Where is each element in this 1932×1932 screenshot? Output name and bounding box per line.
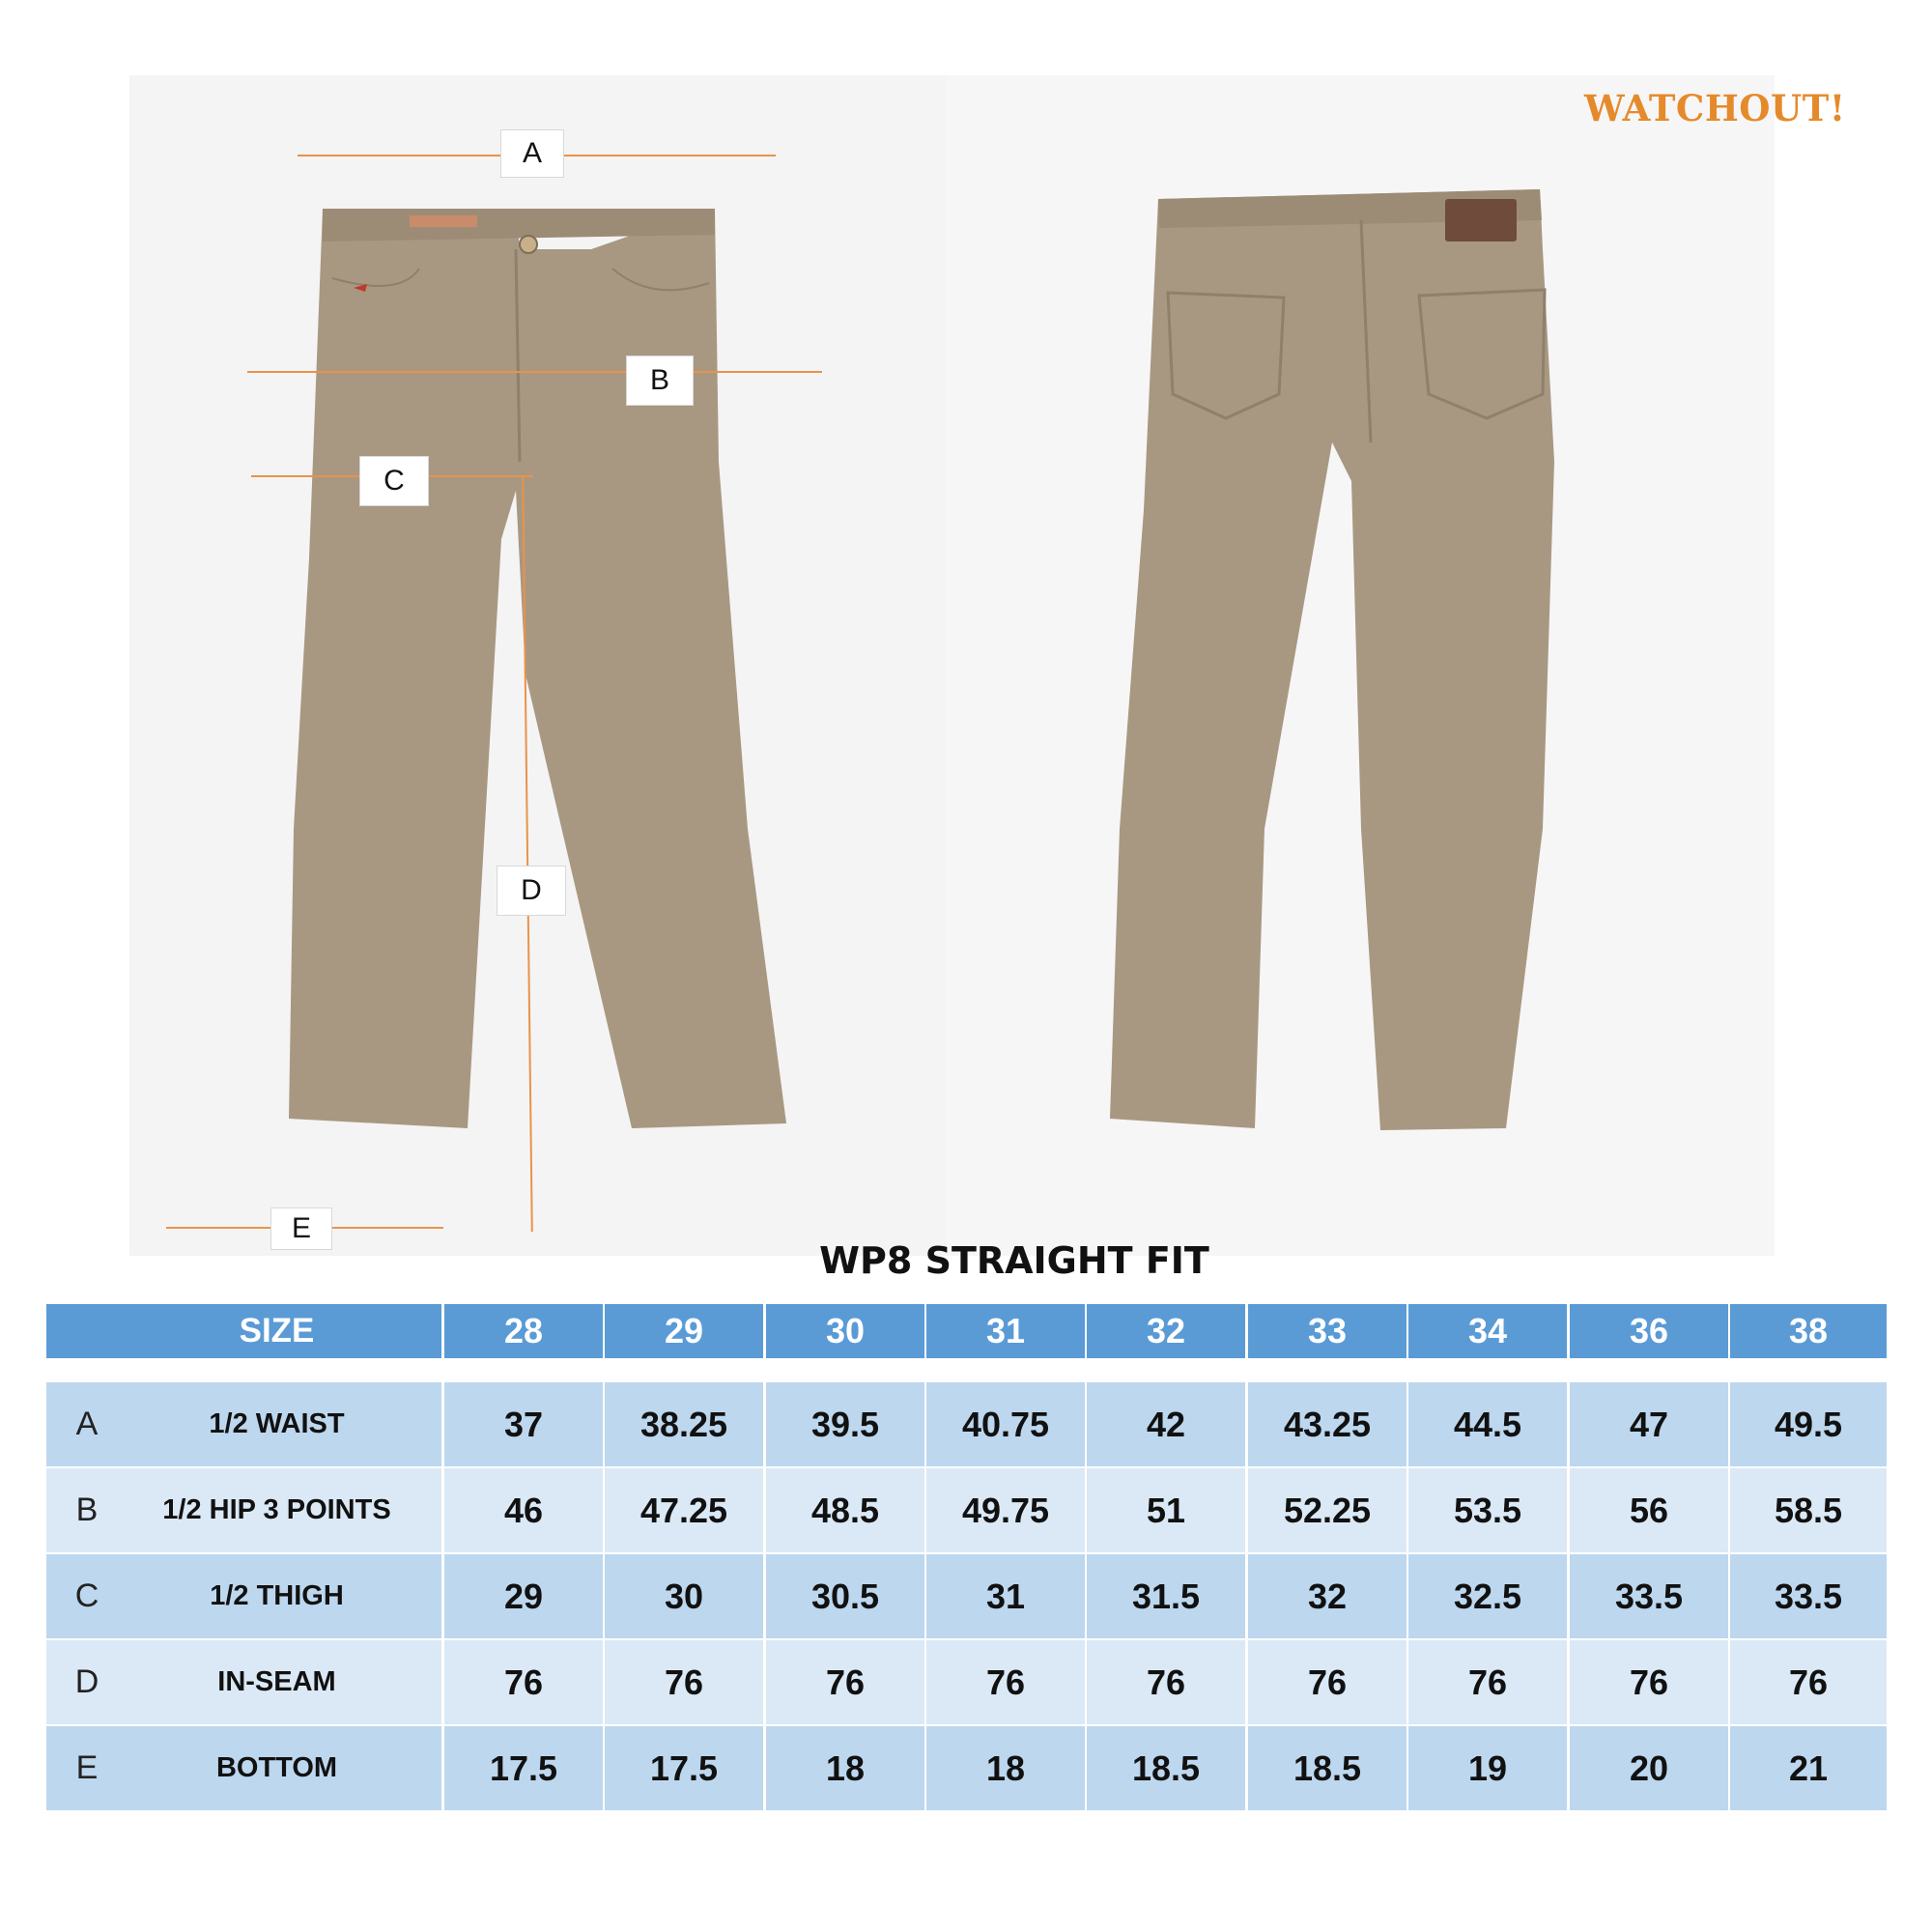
table-cell: 31 bbox=[926, 1554, 1085, 1638]
table-cell: 18 bbox=[926, 1726, 1085, 1810]
header-size-34: 34 bbox=[1408, 1304, 1567, 1358]
table-cell: 37 bbox=[444, 1382, 603, 1466]
row-measurement-name: 1/2 HIP 3 POINTS bbox=[112, 1468, 441, 1552]
table-cell: 56 bbox=[1570, 1468, 1728, 1552]
table-cell: 76 bbox=[444, 1640, 603, 1724]
table-cell: 46 bbox=[444, 1468, 603, 1552]
header-size-30: 30 bbox=[766, 1304, 924, 1358]
table-cell: 17.5 bbox=[444, 1726, 603, 1810]
row-measurement-name: 1/2 WAIST bbox=[112, 1382, 441, 1466]
table-cell: 18.5 bbox=[1248, 1726, 1406, 1810]
table-cell: 47.25 bbox=[605, 1468, 763, 1552]
measure-line-b bbox=[247, 371, 822, 373]
table-cell: 52.25 bbox=[1248, 1468, 1406, 1552]
size-chart-title: WP8 STRAIGHT FIT bbox=[819, 1239, 1209, 1282]
table-cell: 31.5 bbox=[1087, 1554, 1245, 1638]
table-cell: 38.25 bbox=[605, 1382, 763, 1466]
header-size-31: 31 bbox=[926, 1304, 1085, 1358]
measure-label-e: E bbox=[270, 1208, 332, 1250]
table-cell: 76 bbox=[1570, 1640, 1728, 1724]
row-measurement-name: 1/2 THIGH bbox=[112, 1554, 441, 1638]
pants-back-image bbox=[946, 75, 1775, 1256]
table-cell: 76 bbox=[926, 1640, 1085, 1724]
brand-name: WATCHOUT! bbox=[1584, 87, 1846, 129]
table-cell: 19 bbox=[1408, 1726, 1567, 1810]
table-cell: 76 bbox=[1730, 1640, 1887, 1724]
table-cell: 32 bbox=[1248, 1554, 1406, 1638]
front-view-photo bbox=[129, 75, 946, 1256]
measure-label-c: C bbox=[359, 456, 429, 506]
header-size-28: 28 bbox=[444, 1304, 603, 1358]
measure-label-a: A bbox=[500, 129, 564, 178]
back-view-photo bbox=[946, 75, 1775, 1256]
table-cell: 21 bbox=[1730, 1726, 1887, 1810]
table-cell: 76 bbox=[605, 1640, 763, 1724]
header-size-32: 32 bbox=[1087, 1304, 1245, 1358]
table-cell: 47 bbox=[1570, 1382, 1728, 1466]
table-cell: 33.5 bbox=[1730, 1554, 1887, 1638]
table-cell: 76 bbox=[1087, 1640, 1245, 1724]
table-cell: 30 bbox=[605, 1554, 763, 1638]
table-cell: 42 bbox=[1087, 1382, 1245, 1466]
table-cell: 53.5 bbox=[1408, 1468, 1567, 1552]
header-size-label: SIZE bbox=[112, 1304, 441, 1358]
row-measurement-name: BOTTOM bbox=[112, 1726, 441, 1810]
row-code-a: A bbox=[46, 1382, 128, 1466]
header-size-29: 29 bbox=[605, 1304, 763, 1358]
table-cell: 40.75 bbox=[926, 1382, 1085, 1466]
table-cell: 39.5 bbox=[766, 1382, 924, 1466]
table-cell: 29 bbox=[444, 1554, 603, 1638]
table-cell: 76 bbox=[1248, 1640, 1406, 1724]
row-code-c: C bbox=[46, 1554, 128, 1638]
brand-logo bbox=[1584, 87, 1846, 135]
table-cell: 76 bbox=[1408, 1640, 1567, 1724]
pants-front-image bbox=[129, 75, 946, 1256]
table-cell: 76 bbox=[766, 1640, 924, 1724]
table-cell: 30.5 bbox=[766, 1554, 924, 1638]
measure-label-b: B bbox=[626, 355, 694, 406]
table-cell: 51 bbox=[1087, 1468, 1245, 1552]
table-cell: 43.25 bbox=[1248, 1382, 1406, 1466]
table-cell: 58.5 bbox=[1730, 1468, 1887, 1552]
table-cell: 17.5 bbox=[605, 1726, 763, 1810]
header-size-33: 33 bbox=[1248, 1304, 1406, 1358]
row-measurement-name: IN-SEAM bbox=[112, 1640, 441, 1724]
table-cell: 49.5 bbox=[1730, 1382, 1887, 1466]
measure-label-d: D bbox=[497, 866, 566, 916]
table-cell: 44.5 bbox=[1408, 1382, 1567, 1466]
table-cell: 18.5 bbox=[1087, 1726, 1245, 1810]
table-cell: 48.5 bbox=[766, 1468, 924, 1552]
row-code-e: E bbox=[46, 1726, 128, 1810]
header-size-36: 36 bbox=[1570, 1304, 1728, 1358]
row-code-d: D bbox=[46, 1640, 128, 1724]
row-code-b: B bbox=[46, 1468, 128, 1552]
table-cell: 18 bbox=[766, 1726, 924, 1810]
table-cell: 33.5 bbox=[1570, 1554, 1728, 1638]
table-cell: 49.75 bbox=[926, 1468, 1085, 1552]
table-cell: 32.5 bbox=[1408, 1554, 1567, 1638]
table-cell: 20 bbox=[1570, 1726, 1728, 1810]
header-size-38: 38 bbox=[1730, 1304, 1887, 1358]
